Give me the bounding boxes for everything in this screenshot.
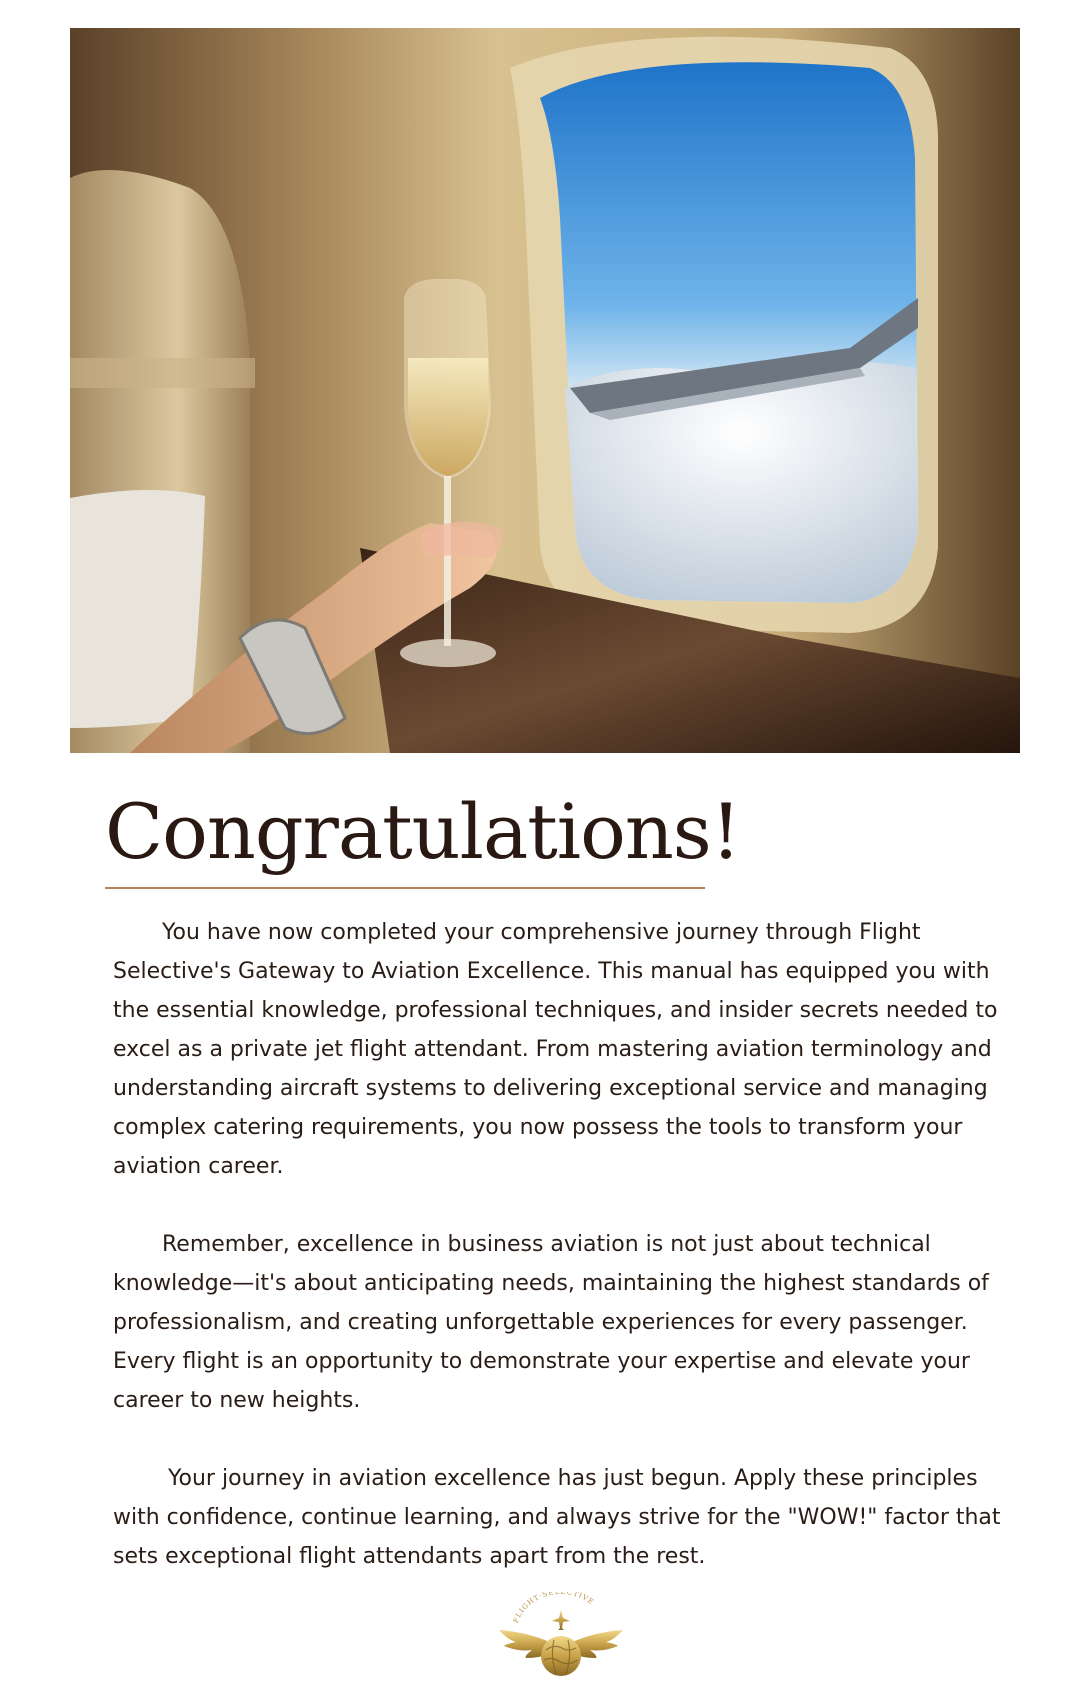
hero-image — [70, 28, 1020, 753]
heading-block — [105, 787, 741, 876]
paragraph-3: Your journey in aviation excellence has just begun. Apply these principles with confidence, continue learning, and always strive for the "WOW!" factor that sets exceptional flight attendants apart from the rest. — [113, 1466, 1001, 1569]
flight-selective-logo — [494, 1592, 628, 1690]
body-text — [113, 913, 1018, 1576]
paragraph-2: Remember, excellence in business aviation is not just about technical knowledge—it's about anticipating needs, maintaining the highest standards of professionalism, and creating unforgettable experiences for every passenger. Every flight is an opportunity to demonstrate your expertise and elevate your career to new heights. — [113, 1232, 989, 1413]
svg-text:FLIGHT·SELECTIVE: FLIGHT·SELECTIVE — [511, 1592, 596, 1625]
page-title: Congratulations! — [105, 787, 741, 876]
title-underline — [105, 887, 705, 889]
paragraph-1: You have now completed your comprehensive journey through Flight Selective's Gateway to Aviation Excellence. This manual has equipped you with the essential knowledge, professional techniques, and insider secrets needed to excel as a private jet flight attendant. From mastering aviation terminology and understanding aircraft systems to delivering exceptional service and managing complex catering requirements, you now possess the tools to transform your aviation career. — [113, 920, 998, 1179]
